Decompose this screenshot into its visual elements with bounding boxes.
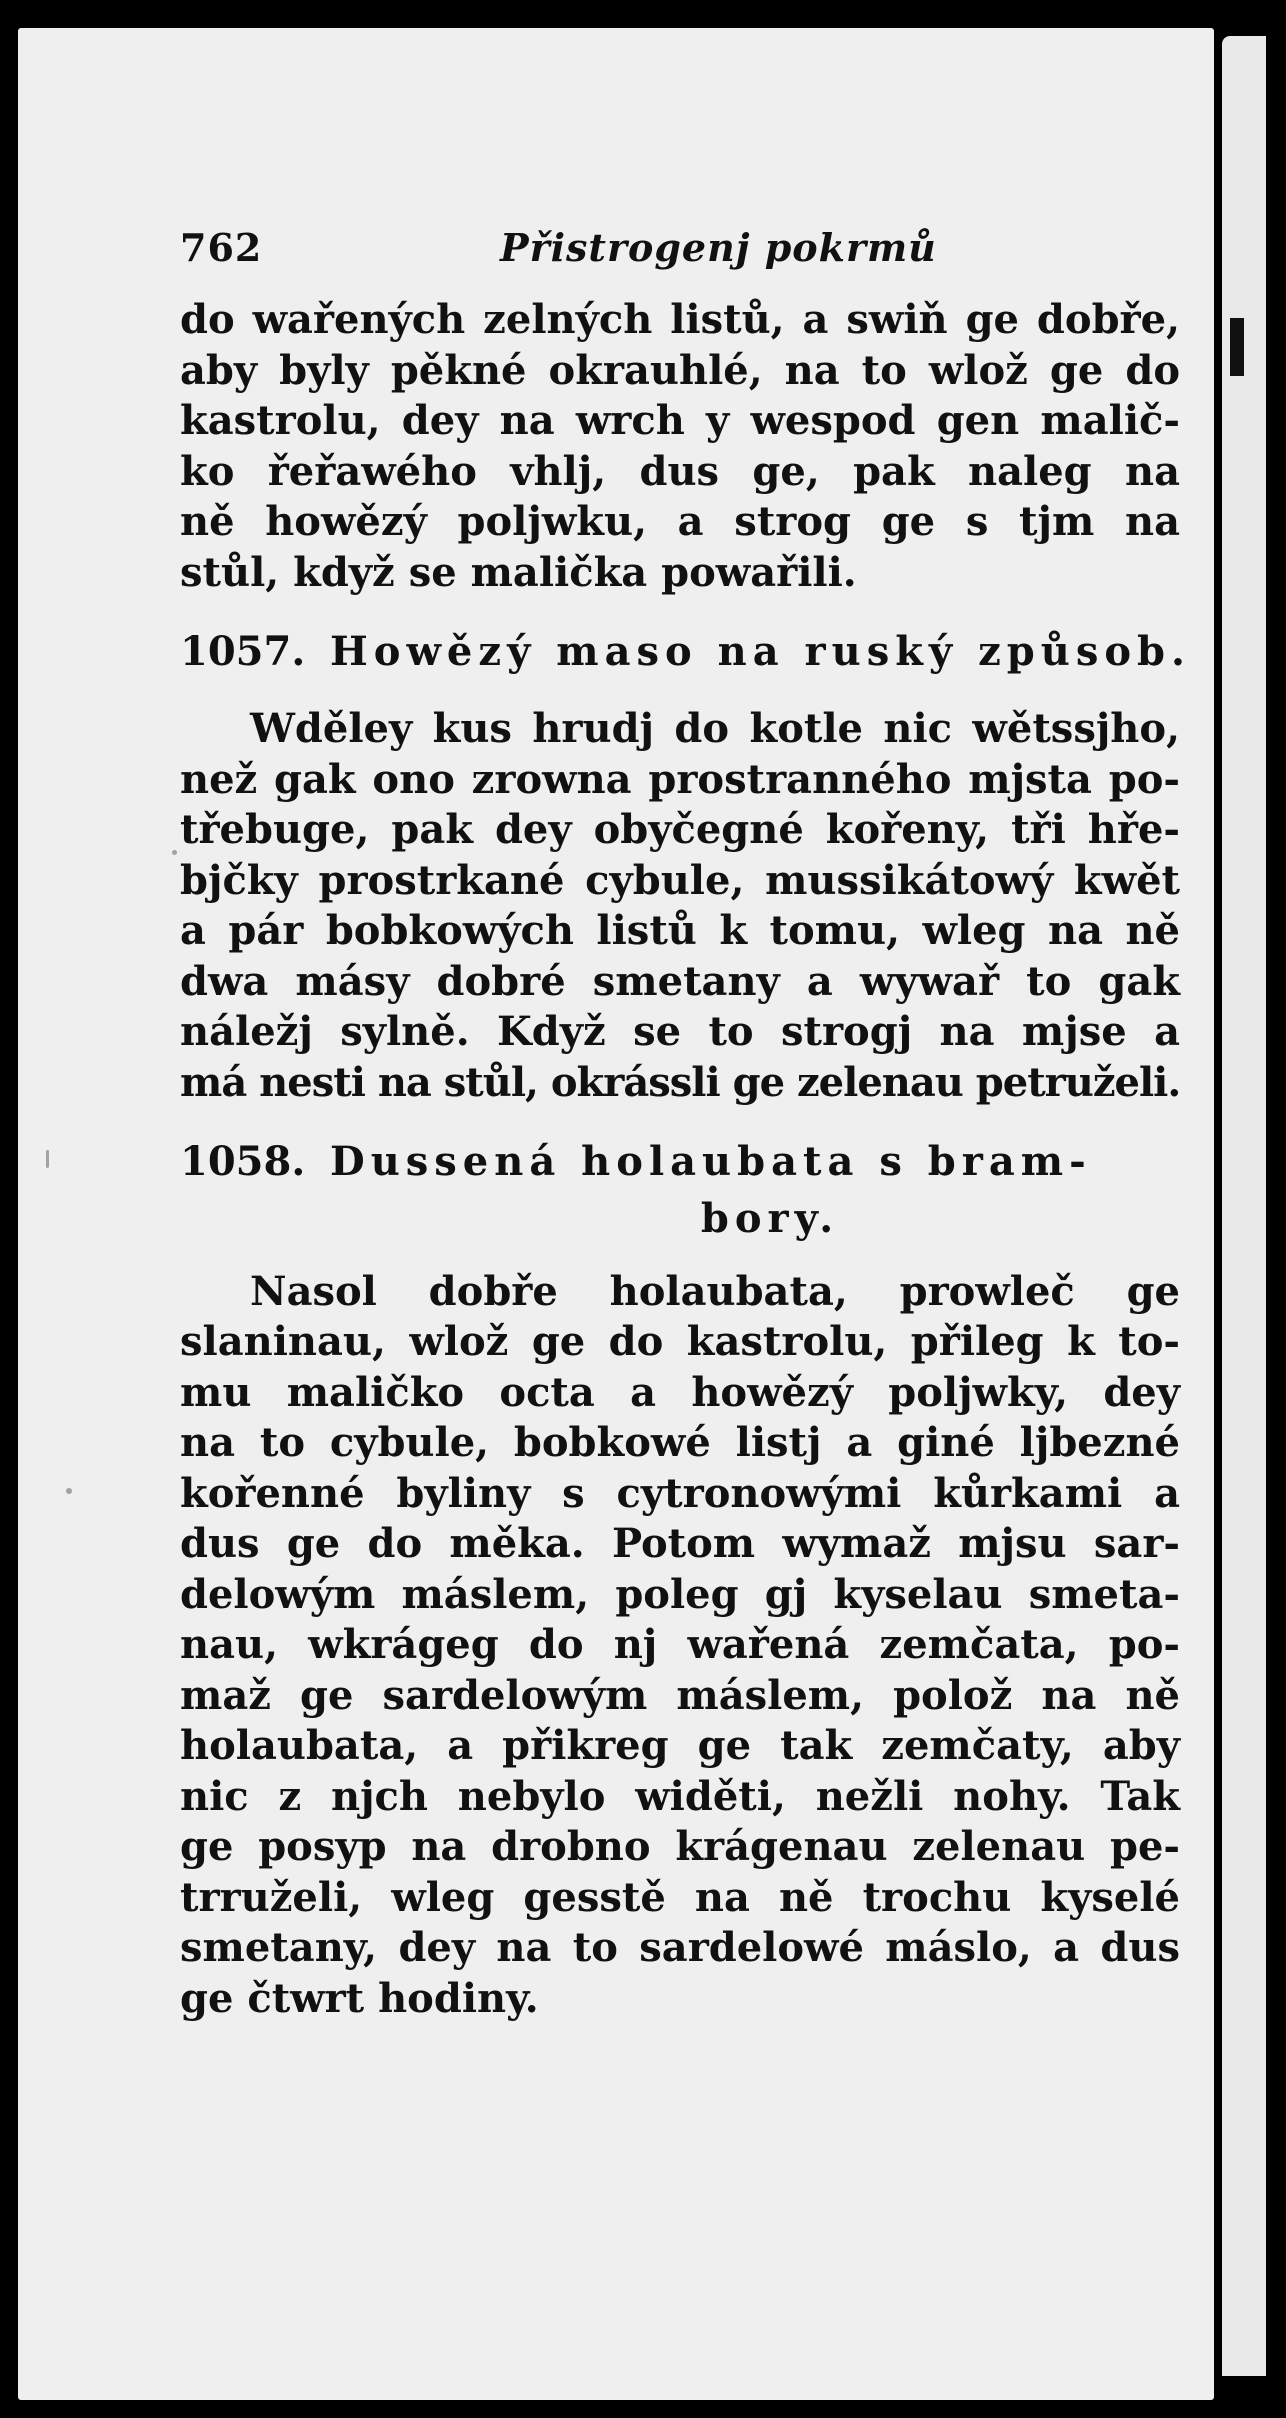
recipe-title-line-2: bory. xyxy=(700,1195,840,1242)
text-line: náležj sylně. Když se to strogj na mjse a xyxy=(180,1008,1180,1055)
running-head-title: Přistrogenj pokrmů xyxy=(500,225,937,270)
text-line: dwa másy dobré smetany a wywař to gak xyxy=(180,957,1180,1005)
ink-speck xyxy=(66,1488,72,1494)
text-line: ko řeřawého vhlj, dus ge, pak naleg na xyxy=(180,447,1180,495)
recipe-number: 1058. xyxy=(180,1138,306,1185)
recipe-title-continuation xyxy=(180,1194,1180,1245)
text-line: dus ge do měka. Potom wymaž mjsu sar- xyxy=(180,1520,1180,1567)
recipe-paragraph xyxy=(180,1267,1180,2025)
recipe-heading xyxy=(180,626,1191,678)
text-line: ně howězý poljwku, a strog ge s tjm na xyxy=(180,498,1180,545)
recipe-paragraph xyxy=(180,704,1180,1108)
recipe-title: Dussená holaubata s bram- xyxy=(330,1138,1092,1185)
text-line: nau, wkrágeg do nj wařená zemčata, po- xyxy=(180,1621,1180,1668)
text-line: kastrolu, dey na wrch y wespod gen malič- xyxy=(180,397,1180,444)
text-line: trruželi, wleg gesstě na ně trochu kyselé xyxy=(180,1873,1180,1921)
text-line: má nesti na stůl, okrássli ge zelenau petruželi. xyxy=(180,1058,1181,1106)
adjacent-page-edge xyxy=(1222,36,1266,2376)
ink-speck xyxy=(46,1150,49,1168)
text-line: stůl, když se malička powařili. xyxy=(180,548,857,596)
text-line: a pár bobkowých listů k tomu, wleg na ně xyxy=(180,907,1180,954)
recipe-number: 1057. xyxy=(180,628,306,675)
text-line: Nasol dobře holaubata, prowleč ge xyxy=(250,1267,1180,1315)
recipe-title: Howězý maso na ruský způsob. xyxy=(330,628,1191,675)
text-line: třebuge, pak dey obyčegné kořeny, tři hře- xyxy=(180,806,1180,853)
page-text-block xyxy=(180,225,1191,2024)
text-line: mu maličko octa a howězý poljwky, dey xyxy=(180,1368,1180,1416)
text-line: smetany, dey na to sardelowé máslo, a dus xyxy=(180,1924,1180,1971)
text-line: než gak ono zrowna prostranného mjsta po- xyxy=(180,755,1180,803)
text-line: kořenné byliny s cytronowými kůrkami a xyxy=(180,1469,1180,1517)
text-line: maž ge sardelowým máslem, polož na ně xyxy=(180,1671,1180,1719)
ink-speck xyxy=(172,850,177,855)
recipe-heading xyxy=(180,1136,1180,1188)
text-line: do wařených zelných listů, a swiň ge dobře, xyxy=(180,296,1180,343)
text-line: delowým máslem, poleg gj kyselau smeta- xyxy=(180,1570,1180,1618)
running-head xyxy=(180,225,1180,295)
text-line: slaninau, wlož ge do kastrolu, přileg k to- xyxy=(180,1318,1180,1365)
text-line: ge čtwrt hodiny. xyxy=(180,1974,539,2022)
text-line: bjčky prostrkané cybule, mussikátowý kwět xyxy=(180,856,1180,904)
text-line: Wděley kus hrudj do kotle nic wětssjho, xyxy=(250,705,1180,752)
text-line: aby byly pěkné okrauhlé, na to wlož ge do xyxy=(180,346,1180,394)
text-line: ge posyp na drobno krágenau zelenau pe- xyxy=(180,1823,1180,1870)
text-line: nic z njch nebylo widěti, nežli nohy. Tak xyxy=(180,1772,1180,1820)
text-line: na to cybule, bobkowé listj a giné ljbezné xyxy=(180,1419,1180,1466)
adjacent-page-print-fragment xyxy=(1230,318,1244,376)
text-line: holaubata, a přikreg ge tak zemčaty, aby xyxy=(180,1722,1180,1769)
continued-paragraph xyxy=(180,295,1180,598)
page-number: 762 xyxy=(180,225,263,270)
